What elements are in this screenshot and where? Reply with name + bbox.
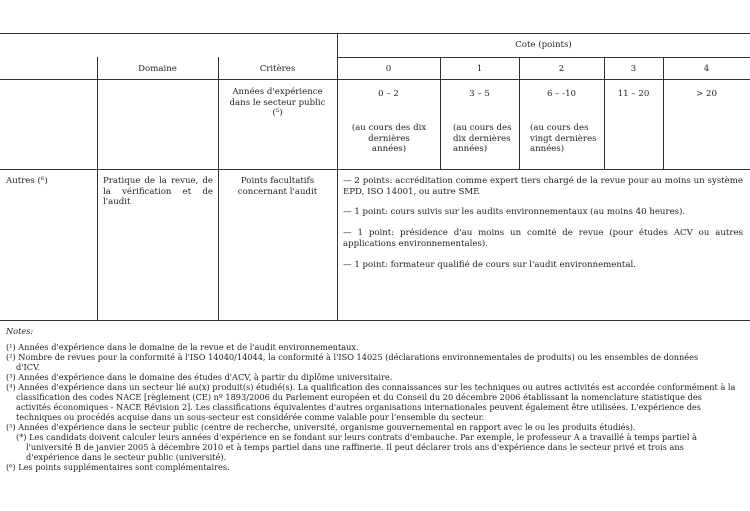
public-value-1: 3 – 5 <box>469 89 490 99</box>
point-item: — 2 points: accréditation comme expert tiers chargé de la revue pour au moins un système EPD, ISO 14001, ou autre SME <box>343 176 743 197</box>
cote-header: Cote (points) <box>515 40 572 50</box>
notes-section <box>6 326 744 472</box>
public-note-1: (au cours des dix dernières années) <box>453 123 512 155</box>
note-4-cont: techniques ou procédés acquise dans un sous-secteur est considérée comme valable pour l'ensemble du secteur. <box>16 412 485 422</box>
point-item: — 1 point: présidence d'au moins un comité de revue (pour études ACV ou autres applications environnementales). <box>343 228 743 249</box>
criteres-header: Critères <box>259 64 296 74</box>
note-4-cont: activités économiques - NACE Révision 2]. Les classifications équivalentes d'autres organisations internationales peuvent également être utilisées. L'expérience des <box>16 402 701 412</box>
col-header-2: 2 <box>558 64 565 74</box>
public-note-0: (au cours des dix dernières années) <box>351 123 427 155</box>
col-header-4: 4 <box>703 64 710 74</box>
public-note-2: (au cours des vingt dernières années) <box>530 123 597 155</box>
note-5: (⁵) Années d'expérience dans le secteur public (centre de recherche, université, organisme gouvernemental en rapport avec le ou les produits étudiés). <box>6 422 636 432</box>
autres-criteria: Points facultatifs concernant l'audit <box>237 176 318 197</box>
header-bottom-rule <box>0 79 750 80</box>
point-item: — 1 point: cours suivis sur les audits environnementaux (au moins 40 heures). <box>343 207 686 218</box>
table-top-rule <box>0 33 750 34</box>
header-mid-rule <box>337 57 750 58</box>
note-6: (⁶) Les points supplémentaires sont complémentaires. <box>6 462 230 472</box>
autres-label: Autres (⁶) <box>6 176 48 186</box>
public-value-2: 6 – -10 <box>546 89 577 99</box>
note-2-cont: d'ICV. <box>16 362 41 372</box>
note-1: (¹) Années d'expérience dans le domaine de la revue et de l'audit environnementaux. <box>6 342 359 352</box>
public-value-3: 11 – 20 <box>617 89 650 99</box>
row-divider <box>0 169 750 170</box>
note-4: (⁴) Années d'expérience dans un secteur lié au(x) produit(s) étudié(s). La qualification des connaissances sur les techniques ou autres activités est accordée conformément à la <box>6 382 736 392</box>
notes-title: Notes: <box>6 326 34 336</box>
col-divider-2 <box>218 57 219 320</box>
note-5-para: (*) Les candidats doivent calculer leurs années d'expérience en se fondant sur leurs contrats d'embauche. Par exemple, le professeur A a travaillé à temps partiel à <box>16 432 697 442</box>
col-divider-3 <box>337 33 338 320</box>
domaine-header: Domaine <box>138 64 177 74</box>
note-4-cont: classification des codes NACE [règlement (CE) nº 1893/2006 du Parlement européen et du Conseil du 20 décembre 2006 établissant la nomenclature statistique des <box>16 392 702 402</box>
autres-domain: Pratique de la revue, de la vérification et de l'audit <box>103 176 213 208</box>
autres-points <box>343 176 743 280</box>
col-divider-1 <box>97 57 98 320</box>
point-item: — 1 point: formateur qualifié de cours sur l'audit environnemental. <box>343 259 636 270</box>
col-header-0: 0 <box>385 64 392 74</box>
public-value-4: > 20 <box>696 89 717 99</box>
note-3: (³) Années d'expérience dans le domaine des études d'ACV, à partir du diplôme universitaire. <box>6 372 393 382</box>
table-bottom-rule <box>0 320 750 321</box>
public-value-0: 0 – 2 <box>378 89 399 99</box>
note-2: (²) Nombre de revues pour la conformité à l'ISO 14040/14044, la conformité à l'ISO 14025 (déclarations environnementales de produits) ou les ensembles de données <box>6 352 699 362</box>
note-5-para-cont: d'expérience dans le secteur public (université). <box>26 452 227 462</box>
public-criteria: Années d'expérience dans le secteur public (⁵) <box>229 87 326 119</box>
col-header-3: 3 <box>630 64 637 74</box>
col-header-1: 1 <box>476 64 483 74</box>
note-5-para-cont: l'université B de janvier 2005 à décembre 2010 et à temps partiel dans une raffinerie. Il peut déclarer trois ans d'expérience dans le secteur privé et trois ans <box>26 442 684 452</box>
